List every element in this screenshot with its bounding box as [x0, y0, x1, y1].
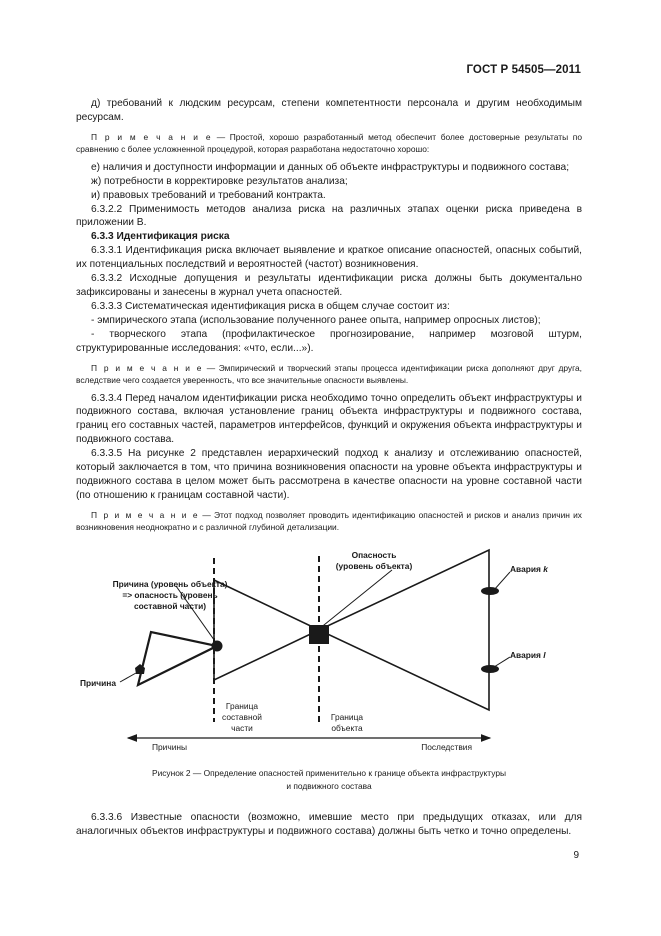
note-text: — Эмпирический и творческий этапы процесса идентификации риска дополняют друг друга, вследствие чего создается уверенность, что все значительные опасности выявлены. — [76, 362, 582, 385]
label-accident-k: Авария k — [510, 564, 548, 574]
label-hazard: Опасность — [351, 550, 397, 560]
paragraph-6-3-3-5: 6.3.3.5 На рисунке 2 представлен иерархический подход к анализу и отслеживанию опасностей, который заключается в том, что причина возникновения опасности на уровне объекта инфраструктуры и подвижного состава в целом может быть рассмотрена в качестве опасности на уровне составной части (по отношению к границам составной части). — [76, 448, 582, 501]
component-triangle — [138, 632, 217, 685]
main-text — [76, 97, 582, 533]
list-item-zh: ж) потребности в корректировке результатов анализа; — [91, 175, 348, 187]
list-item-i: и) правовых требований и требований контракта. — [91, 189, 326, 201]
paragraph-6-3-2-2: 6.3.2.2 Применимость методов анализа риска на различных этапах оценки риска приведена в приложении В. — [76, 203, 582, 229]
caption-line-1: Рисунок 2 — Определение опасностей применительно к границе объекта инфраструктуры — [151, 768, 506, 778]
cause-leader-line — [120, 673, 136, 682]
label-object-level: (уровень объекта) — [335, 561, 413, 571]
label-cause: Причина — [80, 678, 117, 688]
caption-line-2: и подвижного состава — [286, 781, 372, 791]
list-item-creative: - творческого этапа (профилактическое прогнозирование, например мозговой штурм, структурированные исследования: «что, если...»). — [76, 328, 582, 354]
note-2 — [76, 362, 582, 386]
paragraph-6-3-3-2: 6.3.3.2 Исходные допущения и результаты идентификации риска должны быть документально зафиксированы и занесены в журнал учета опасностей. — [76, 273, 582, 298]
page-number: 9 — [573, 850, 579, 861]
note-text: — Этот подход позволяет проводить идентификацию опасностей и рисков и анализ причин их возникновения неоднократно и с различной глубиной детализации. — [76, 509, 582, 532]
label-causes: Причины — [152, 742, 188, 752]
paragraph-6-3-3-6: 6.3.3.6 Известные опасности (возможно, имевшие место при предыдущих отказах, или для аналогичных объектов инфраструктуры и подвижного состава) должны быть четко и точно определены. — [76, 812, 582, 837]
accident-k-leader-line — [494, 572, 510, 590]
accident-k-node — [481, 587, 499, 595]
label-arrow-hazard: => опасность (уровень — [122, 590, 218, 600]
label-boundary-object-2: объекта — [331, 723, 363, 733]
note-label: П р и м е ч а н и е — [91, 362, 204, 373]
note-label: П р и м е ч а н и е — [91, 509, 200, 520]
label-cause-level: Причина (уровень объекта) — [112, 579, 228, 589]
note-1 — [76, 131, 582, 155]
list-item-d: д) требований к людским ресурсам, степени компетентности персонала и другим необходимым ресурсам. — [76, 98, 582, 123]
document-code: ГОСТ Р 54505—2011 — [466, 64, 581, 76]
hazard-square — [309, 625, 329, 644]
accident-l-node — [481, 665, 499, 673]
accident-l-leader-line — [494, 657, 510, 667]
bottom-text — [76, 811, 582, 839]
section-heading-6-3-3: 6.3.3 Идентификация риска — [91, 231, 230, 243]
bowtie-diagram — [76, 540, 582, 758]
label-boundary-object-1: Граница — [330, 712, 364, 722]
paragraph-6-3-3-3: 6.3.3.3 Систематическая идентификация риска в общем случае состоит из: — [91, 300, 450, 312]
paragraph-6-3-3-4: 6.3.3.4 Перед началом идентификации риска необходимо точно определить объект инфраструктуры и подвижного состава, включая установление границ объекта инфраструктуры и подвижного состава, границ его составных частей, параметров интерфейсов, функций и окружения объекта инфраструктуры и подвижного состава. — [76, 392, 582, 446]
label-component: составной части) — [133, 601, 207, 611]
bowtie-outline — [214, 550, 489, 710]
note-label: П р и м е ч а н и е — [91, 131, 213, 142]
figure-caption — [76, 767, 582, 793]
component-hazard-node — [212, 641, 223, 652]
label-boundary-component-1: Граница — [225, 701, 259, 711]
label-accident-l: Авария l — [510, 650, 546, 660]
paragraph-6-3-3-1: 6.3.3.1 Идентификация риска включает выявление и краткое описание опасностей, опасных событий, их потенциальных последствий и вероятностей (частот) возникновения. — [76, 245, 582, 271]
label-consequences: Последствия — [421, 742, 472, 752]
list-item-e: е) наличия и доступности информации и данных об объекте инфраструктуры и подвижного состава; — [91, 161, 570, 173]
note-3 — [76, 509, 582, 533]
figure-2-diagram — [76, 540, 582, 758]
note-text: — Простой, хорошо разработанный метод обеспечит более достоверные результаты по сравнению с более усложненной процедурой, которая разработана недостаточно хорошо: — [76, 131, 582, 154]
label-boundary-component-3: части — [231, 723, 253, 733]
hazard-leader-line — [319, 570, 392, 629]
list-item-empirical: - эмпирического этапа (использование полученного ранее опыта, например опросных листов); — [91, 314, 541, 326]
label-boundary-component-2: составной — [222, 712, 262, 722]
